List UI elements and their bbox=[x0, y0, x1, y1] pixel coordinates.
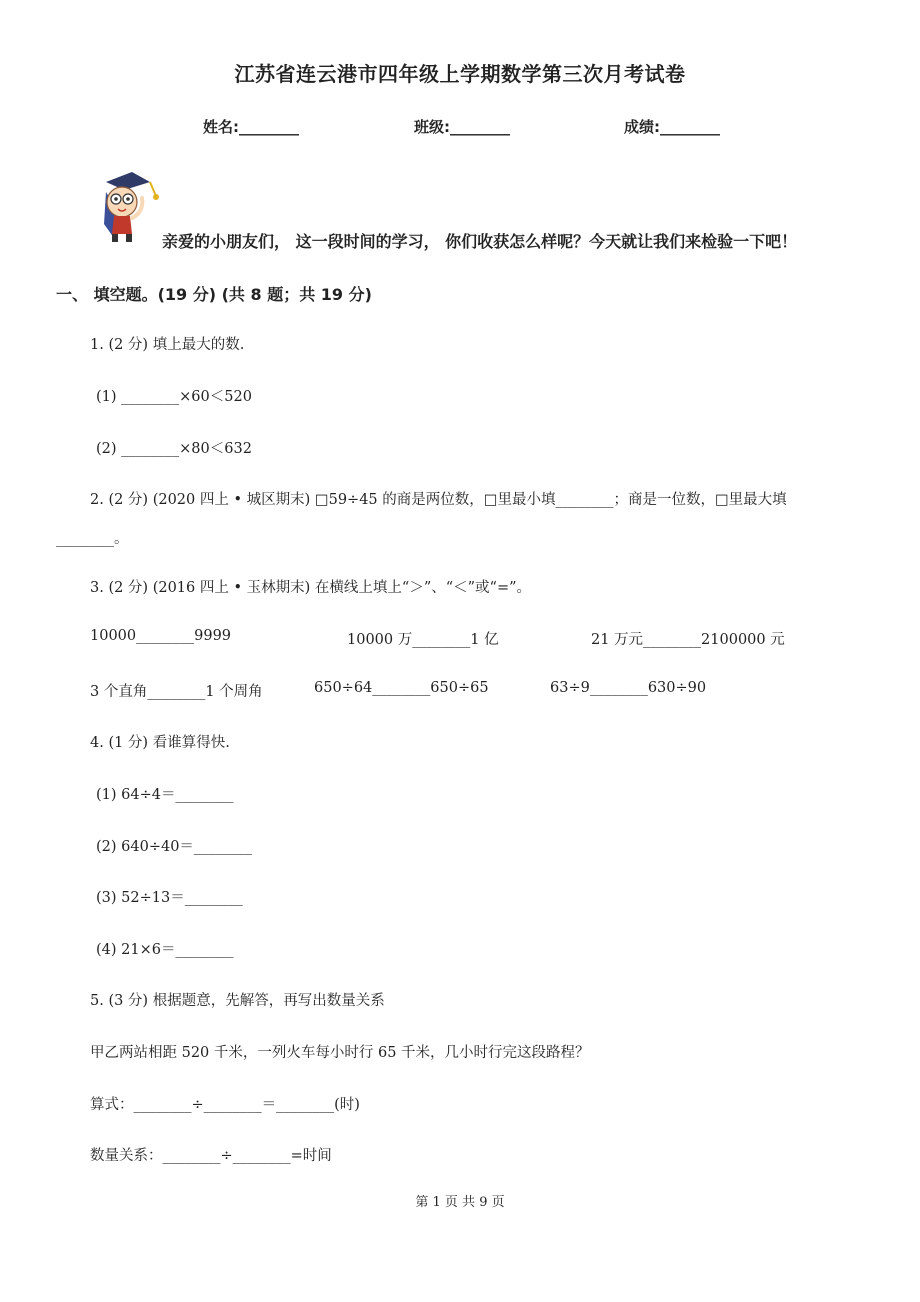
section-heading-fill-blanks: 一、 填空题。(19 分) (共 8 题；共 19 分) bbox=[56, 285, 372, 304]
question-4-part-3: (3) 52÷13＝________ bbox=[96, 890, 243, 906]
question-3-stem: 3. (2 分) (2016 四上 • 玉林期末) 在横线上填上“＞”、“＜”或“=”。 bbox=[90, 580, 532, 596]
question-2-line-1: 2. (2 分) (2020 四上 • 城区期末) □59÷45 的商是两位数，□里最小填________；商是一位数，□里最大填 bbox=[90, 492, 787, 508]
question-3-blank: 10000 万________1 亿 bbox=[347, 632, 499, 648]
question-3-blank: 21 万元________2100000 元 bbox=[591, 632, 785, 648]
question-4-stem: 4. (1 分) 看谁算得快. bbox=[90, 735, 230, 751]
question-5-stem: 5. (3 分) 根据题意，先解答，再写出数量关系 bbox=[90, 993, 385, 1009]
question-4-part-4: (4) 21×6＝________ bbox=[96, 942, 234, 958]
name-field: 姓名:________ bbox=[203, 118, 299, 136]
question-2-line-2: ________。 bbox=[56, 531, 129, 547]
score-field: 成绩:________ bbox=[624, 118, 720, 136]
question-1-stem: 1. (2 分) 填上最大的数. bbox=[90, 337, 245, 353]
greeting-text: 亲爱的小朋友们， 这一段时间的学习， 你们收获怎么样呢？今天就让我们来检验一下吧！ bbox=[162, 232, 798, 251]
question-3-blank: 3 个直角________1 个周角 bbox=[90, 684, 263, 700]
page-footer: 第 1 页 共 9 页 bbox=[415, 1195, 505, 1210]
question-1-part-2: (2) ________×80＜632 bbox=[96, 441, 252, 457]
question-4-part-2: (2) 640÷40＝________ bbox=[96, 839, 252, 855]
question-5-formula: 算式：________÷________＝________(时) bbox=[90, 1097, 360, 1113]
page-title: 江苏省连云港市四年级上学期数学第三次月考试卷 bbox=[234, 62, 686, 86]
question-5-text: 甲乙两站相距 520 千米，一列火车每小时行 65 千米，几小时行完这段路程？ bbox=[90, 1045, 590, 1061]
question-5-relation: 数量关系：________÷________=时间 bbox=[90, 1148, 332, 1164]
class-field: 班级:________ bbox=[414, 118, 510, 136]
question-3-blank: 650÷64________650÷65 bbox=[314, 680, 489, 696]
question-1-part-1: (1) ________×60＜520 bbox=[96, 389, 252, 405]
question-4-part-1: (1) 64÷4＝________ bbox=[96, 787, 234, 803]
question-3-blank: 10000________9999 bbox=[90, 628, 232, 644]
cartoon-doctor-icon bbox=[92, 168, 164, 244]
question-3-blank: 63÷9________630÷90 bbox=[550, 680, 707, 696]
